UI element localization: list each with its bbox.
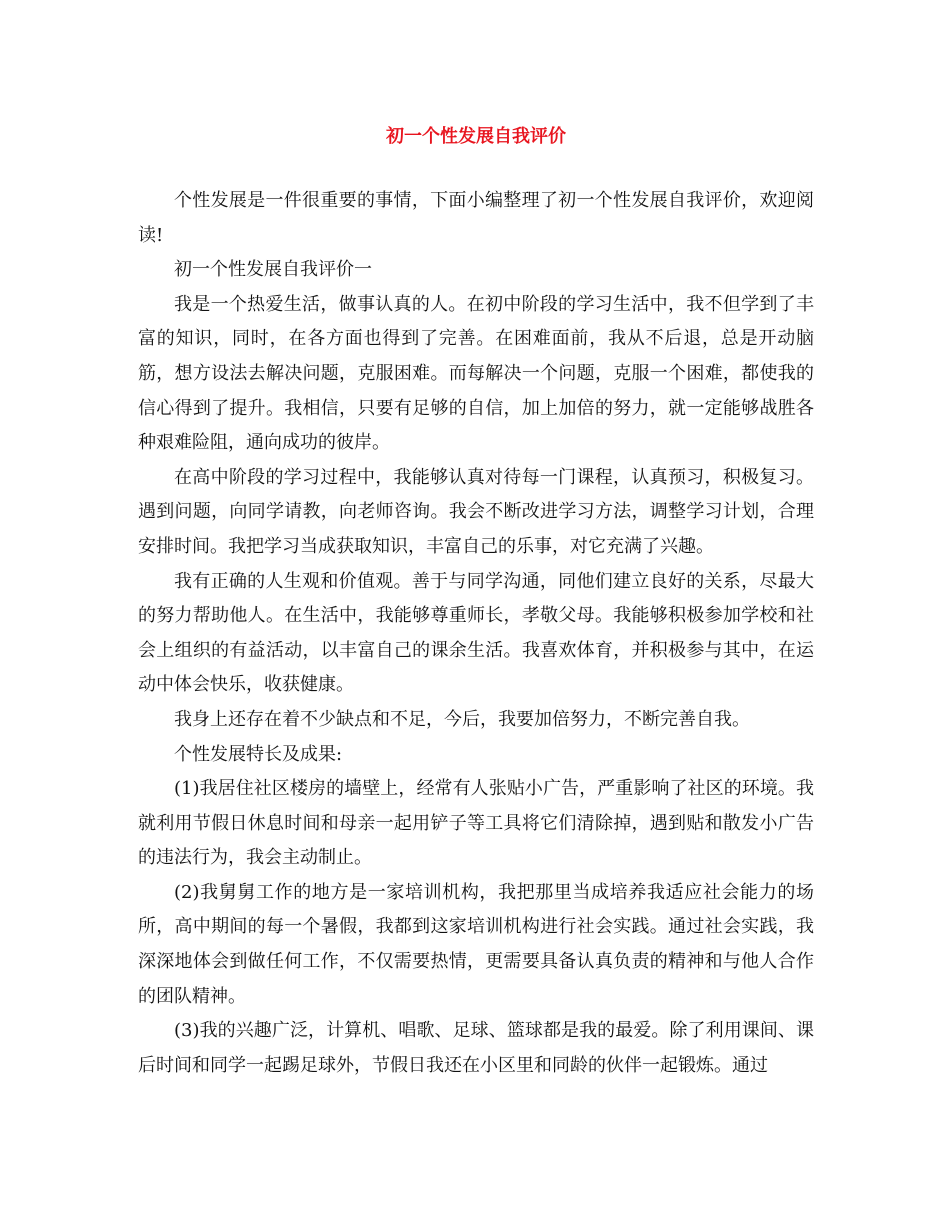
subsection-heading: 个性发展特长及成果: bbox=[174, 743, 343, 765]
list-item-paragraph: (1)我居住社区楼房的墙壁上，经常有人张贴小广告，严重影响了社区的环境。我就利用节假日休息时间和母亲一起用铲子等工具将它们清除掉，遇到贴和散发小广告的违法行为，我会主动制止。 bbox=[138, 778, 814, 869]
list-item-paragraph: (2)我舅舅工作的地方是一家培训机构，我把那里当成培养我适应社会能力的场所，高中期间的每一个暑假，我都到这家培训机构进行社会实践。通过社会实践，我深深地体会到做任何工作，不仅需要热情，更需要具备认真负责的精神和与他人合作的团队精神。 bbox=[138, 881, 814, 1007]
body-paragraph: 我有正确的人生观和价值观。善于与同学沟通，同他们建立良好的关系，尽最大的努力帮助他人。在生活中，我能够尊重师长，孝敬父母。我能够积极参加学校和社会上组织的有益活动，以丰富自己的课余生活。我喜欢体育，并积极参与其中，在运动中体会快乐，收获健康。 bbox=[138, 570, 814, 696]
list-item-paragraph: (3)我的兴趣广泛，计算机、唱歌、足球、篮球都是我的最爱。除了利用课间、课后时间和同学一起踢足球外，节假日我还在小区里和同龄的伙伴一起锻炼。通过 bbox=[138, 1020, 814, 1076]
intro-paragraph: 个性发展是一件很重要的事情，下面小编整理了初一个性发展自我评价，欢迎阅读! bbox=[138, 190, 814, 246]
body-paragraph: 我身上还存在着不少缺点和不足，今后，我要加倍努力，不断完善自我。 bbox=[174, 708, 750, 730]
body-paragraph: 我是一个热爱生活，做事认真的人。在初中阶段的学习生活中，我不但学到了丰富的知识，同时，在各方面也得到了完善。在困难面前，我从不后退，总是开动脑筋，想方设法去解决问题，克服困难。而每解决一个问题，克服一个困难，都使我的信心得到了提升。我相信，只要有足够的自信，加上加倍的努力，就一定能够战胜各种艰难险阻，通向成功的彼岸。 bbox=[138, 293, 814, 454]
body-paragraph: 在高中阶段的学习过程中，我能够认真对待每一门课程，认真预习，积极复习。遇到问题，向同学请教，向老师咨询。我会不断改进学习方法，调整学习计划，合理安排时间。我把学习当成获取知识，丰富自己的乐事，对它充满了兴趣。 bbox=[138, 466, 814, 557]
document-title: 初一个性发展自我评价 bbox=[386, 126, 566, 147]
section-heading: 初一个性发展自我评价一 bbox=[174, 259, 372, 281]
